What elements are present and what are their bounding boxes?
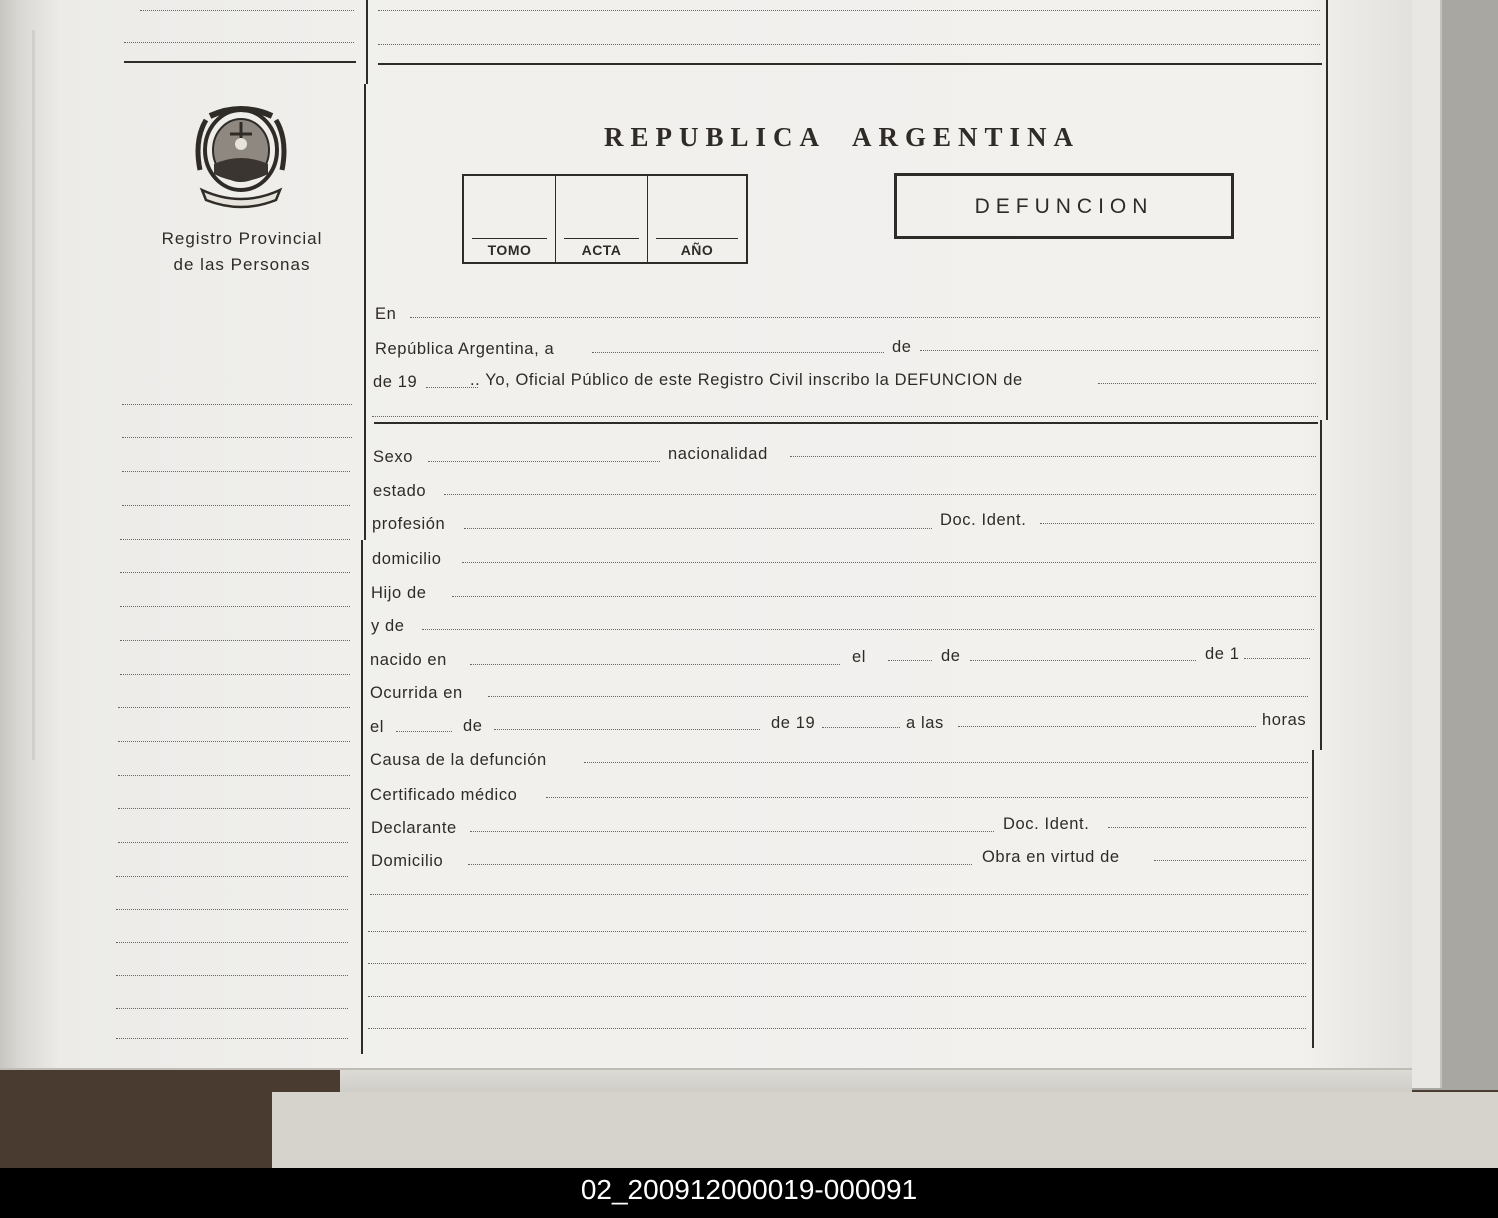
margin-dotted-line — [122, 505, 350, 506]
horizontal-rule — [378, 63, 1322, 65]
acta-rule — [564, 238, 639, 239]
margin-dotted-line — [122, 404, 352, 405]
margin-dotted-line — [118, 707, 350, 708]
field-profesion — [464, 528, 932, 529]
acta-label: ACTA — [581, 242, 622, 258]
record-number-box — [462, 174, 748, 264]
registry-name — [140, 226, 344, 278]
field-birth-year — [1244, 658, 1310, 659]
margin-dotted-line — [120, 572, 350, 573]
field-hour — [958, 726, 1256, 727]
dotted-line — [140, 10, 354, 11]
label-yo-oficial: .. Yo, Oficial Público de este Registro Civil inscribo la DEFUNCION de — [470, 371, 1023, 389]
tomo-rule — [472, 238, 547, 239]
margin-dotted-line — [116, 909, 348, 910]
label-ocurrida-en: Ocurrida en — [370, 684, 463, 702]
registry-line-1: Registro Provincial — [161, 229, 323, 248]
label-causa: Causa de la defunción — [370, 751, 547, 769]
label-estado: estado — [373, 482, 427, 500]
field-certificado — [546, 797, 1308, 798]
horizontal-rule — [124, 61, 356, 63]
label-de-month: de — [941, 647, 961, 665]
margin-dotted-line — [118, 808, 350, 809]
label-de-19: de 19 — [373, 373, 418, 391]
field-death-month — [494, 729, 760, 730]
field-nacionalidad — [790, 456, 1316, 457]
label-nacido-en: nacido en — [370, 651, 447, 669]
page-lower-edge — [340, 1066, 1412, 1092]
field-birth-day — [888, 660, 932, 661]
label-el: el — [852, 648, 867, 666]
field-death-year — [822, 727, 900, 728]
label-y-de: y de — [371, 617, 405, 635]
label-el-2: el — [370, 718, 385, 736]
margin-dotted-line — [116, 1008, 348, 1009]
field-deceased-name — [1098, 383, 1316, 384]
label-domicilio-2: Domicilio — [371, 852, 444, 870]
label-obra: Obra en virtud de — [982, 848, 1120, 866]
scan-id-label: 02_200912000019-000091 — [0, 1168, 1498, 1218]
ano-label: AÑO — [680, 242, 714, 258]
margin-dotted-line — [116, 942, 348, 943]
margin-dotted-line — [118, 775, 350, 776]
field-hijo-de — [452, 596, 1316, 597]
vertical-rule — [1320, 420, 1322, 750]
field-death-day — [396, 731, 452, 732]
field-y-de — [422, 629, 1314, 630]
provincia-de-misiones-seal-icon — [192, 100, 290, 212]
dotted-line — [378, 10, 1320, 11]
label-en: En — [375, 305, 397, 323]
margin-dotted-line — [122, 437, 352, 438]
margin-dotted-line — [120, 640, 350, 641]
dotted-line — [378, 44, 1320, 45]
record-type-box: DEFUNCION — [894, 173, 1234, 239]
label-de: de — [892, 338, 912, 356]
dotted-line — [124, 42, 354, 43]
acta-cell — [556, 176, 648, 262]
tomo-cell — [464, 176, 556, 262]
margin-dotted-line — [118, 842, 348, 843]
field-sexo — [428, 461, 660, 462]
margin-dotted-line — [118, 741, 350, 742]
vertical-rule — [1326, 0, 1328, 420]
registry-line-2: de las Personas — [173, 255, 311, 274]
margin-dotted-line — [120, 674, 350, 675]
field-domicilio — [462, 562, 1316, 563]
label-republica: República Argentina, a — [375, 340, 555, 358]
ano-cell — [648, 176, 746, 262]
label-domicilio: domicilio — [372, 550, 442, 568]
field-en — [410, 317, 1320, 318]
vertical-rule — [366, 0, 368, 84]
field-domicilio-2 — [468, 864, 972, 865]
field-causa — [584, 762, 1308, 763]
field-blank-line — [370, 894, 1308, 895]
label-nacionalidad: nacionalidad — [668, 445, 768, 463]
margin-dotted-line — [120, 606, 350, 607]
vertical-rule — [364, 84, 366, 540]
field-declarante — [470, 831, 994, 832]
margin-dotted-line — [120, 539, 350, 540]
page-spine-fold — [32, 30, 35, 760]
horizontal-rule — [374, 422, 1318, 424]
field-blank-line — [368, 931, 1306, 932]
label-sexo: Sexo — [373, 448, 414, 466]
field-blank-line — [368, 1028, 1306, 1029]
label-certificado: Certificado médico — [370, 786, 518, 804]
field-blank-line — [368, 963, 1306, 964]
field-day — [592, 352, 884, 353]
page-title — [604, 122, 1124, 153]
field-nacido-en — [470, 664, 840, 665]
label-doc-ident-2: Doc. Ident. — [1003, 815, 1090, 833]
margin-dotted-line — [116, 1038, 348, 1039]
label-hijo-de: Hijo de — [371, 584, 427, 602]
field-ocurrida-en — [488, 696, 1308, 697]
label-a-las: a las — [906, 714, 944, 732]
margin-dotted-line — [116, 975, 348, 976]
label-profesion: profesión — [372, 515, 446, 533]
field-deceased-name-cont — [372, 416, 1318, 417]
label-de-1: de 1 — [1205, 645, 1240, 663]
title-word-1: REPUBLICA — [604, 122, 827, 152]
field-month — [920, 350, 1318, 351]
field-doc-ident — [1040, 523, 1314, 524]
field-estado — [444, 494, 1316, 495]
label-declarante: Declarante — [371, 819, 457, 837]
field-birth-month — [970, 660, 1196, 661]
underlying-sheet — [272, 1092, 1498, 1168]
field-doc-ident-2 — [1108, 827, 1306, 828]
title-word-2: ARGENTINA — [852, 122, 1081, 152]
label-doc-ident: Doc. Ident. — [940, 511, 1027, 529]
label-de-2: de — [463, 717, 483, 735]
margin-dotted-line — [122, 471, 350, 472]
field-blank-line — [368, 996, 1306, 997]
field-obra — [1154, 860, 1306, 861]
ano-rule — [656, 238, 738, 239]
vertical-rule — [1312, 750, 1314, 1048]
vertical-rule — [361, 540, 363, 1054]
margin-dotted-line — [116, 876, 348, 877]
label-de-19b: de 19 — [771, 714, 816, 732]
label-horas: horas — [1262, 711, 1307, 729]
tomo-label: TOMO — [487, 242, 532, 258]
